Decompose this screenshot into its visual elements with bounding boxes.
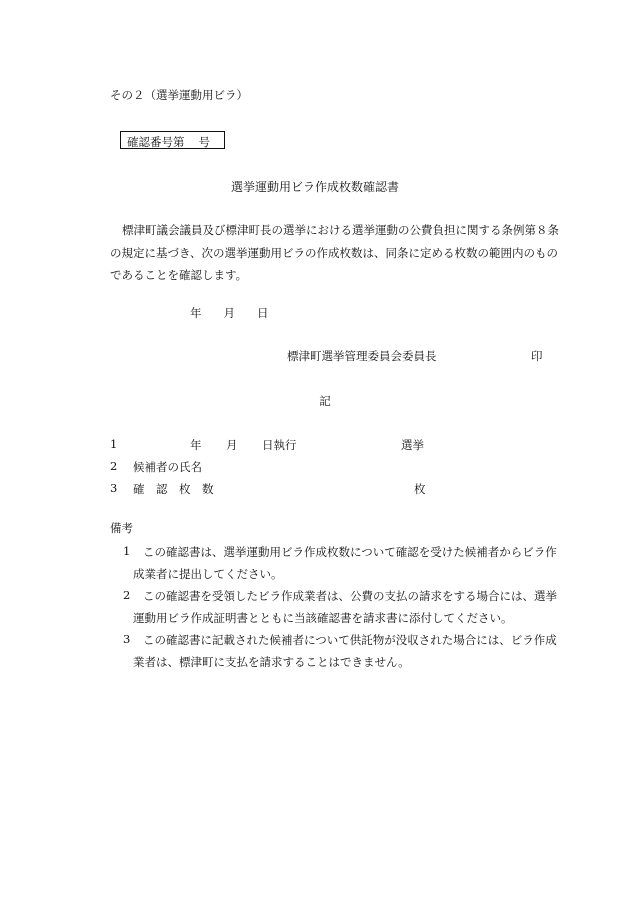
date-month: 月	[223, 306, 235, 320]
remarks-title: 備考	[110, 521, 133, 535]
remark-2	[123, 588, 573, 604]
remark-2-line-2: 運動用ビラ作成証明書とともに当該確認書を請求書に添付してください。	[133, 611, 513, 625]
remark-1	[123, 544, 573, 560]
item-1-day-execution: 日執行	[262, 438, 297, 452]
remark-3-line-2: 業者は、標津町に支払を請求することはできません。	[133, 655, 410, 669]
remark-1-line-1: この確認書は、選挙運動用ビラ作成枚数について確認を受けた候補者からビラ作	[143, 545, 557, 559]
item-1-election: 選挙	[401, 438, 424, 452]
signer-title: 標津町選挙管理委員会委員長	[287, 349, 437, 363]
ki-heading: 記	[319, 394, 331, 408]
form-label: その２（選挙運動用ビラ）	[110, 88, 248, 102]
confirmation-number-prefix: 確認番号第	[127, 135, 185, 149]
document-title: 選挙運動用ビラ作成枚数確認書	[230, 180, 399, 194]
remark-3-line-1: この確認書に記載された候補者について供託物が没収された場合には、ビラ作成	[143, 633, 557, 647]
remark-2-line-1: この確認書を受領したビラ作成業者は、公費の支払の請求をする場合には、選挙	[143, 589, 557, 603]
remark-1-number: 1	[123, 544, 131, 558]
seal-mark: 印	[531, 349, 543, 363]
item-2-label: 候補者の氏名	[133, 460, 202, 474]
item-3-unit: 枚	[414, 482, 426, 496]
confirmation-number-box	[120, 131, 225, 149]
item-1-number: 1	[110, 437, 118, 451]
item-1-year: 年	[190, 438, 202, 452]
body-line-2: の規定に基づき、次の選挙運動用ビラの作成枚数は、同条に定める枚数の範囲内のもの	[110, 246, 559, 260]
body-line-3: であることを確認します。	[110, 268, 248, 282]
remark-3-number: 3	[123, 632, 131, 646]
item-2-number: 2	[110, 459, 118, 473]
body-line-1: 標津町議会議員及び標津町長の選挙における選挙運動の公費負担に関する条例第８条	[122, 223, 559, 237]
remark-1-line-2: 成業者に提出してください。	[133, 567, 283, 581]
date-year: 年	[190, 306, 202, 320]
item-3-label: 確 認 枚 数	[133, 482, 214, 496]
date-line	[190, 305, 291, 321]
remark-3	[123, 632, 573, 648]
remark-2-number: 2	[123, 588, 131, 602]
item-3-number: 3	[110, 481, 118, 495]
confirmation-number-suffix: 号	[198, 135, 210, 149]
item-1-month: 月	[226, 438, 238, 452]
date-day: 日	[257, 306, 269, 320]
